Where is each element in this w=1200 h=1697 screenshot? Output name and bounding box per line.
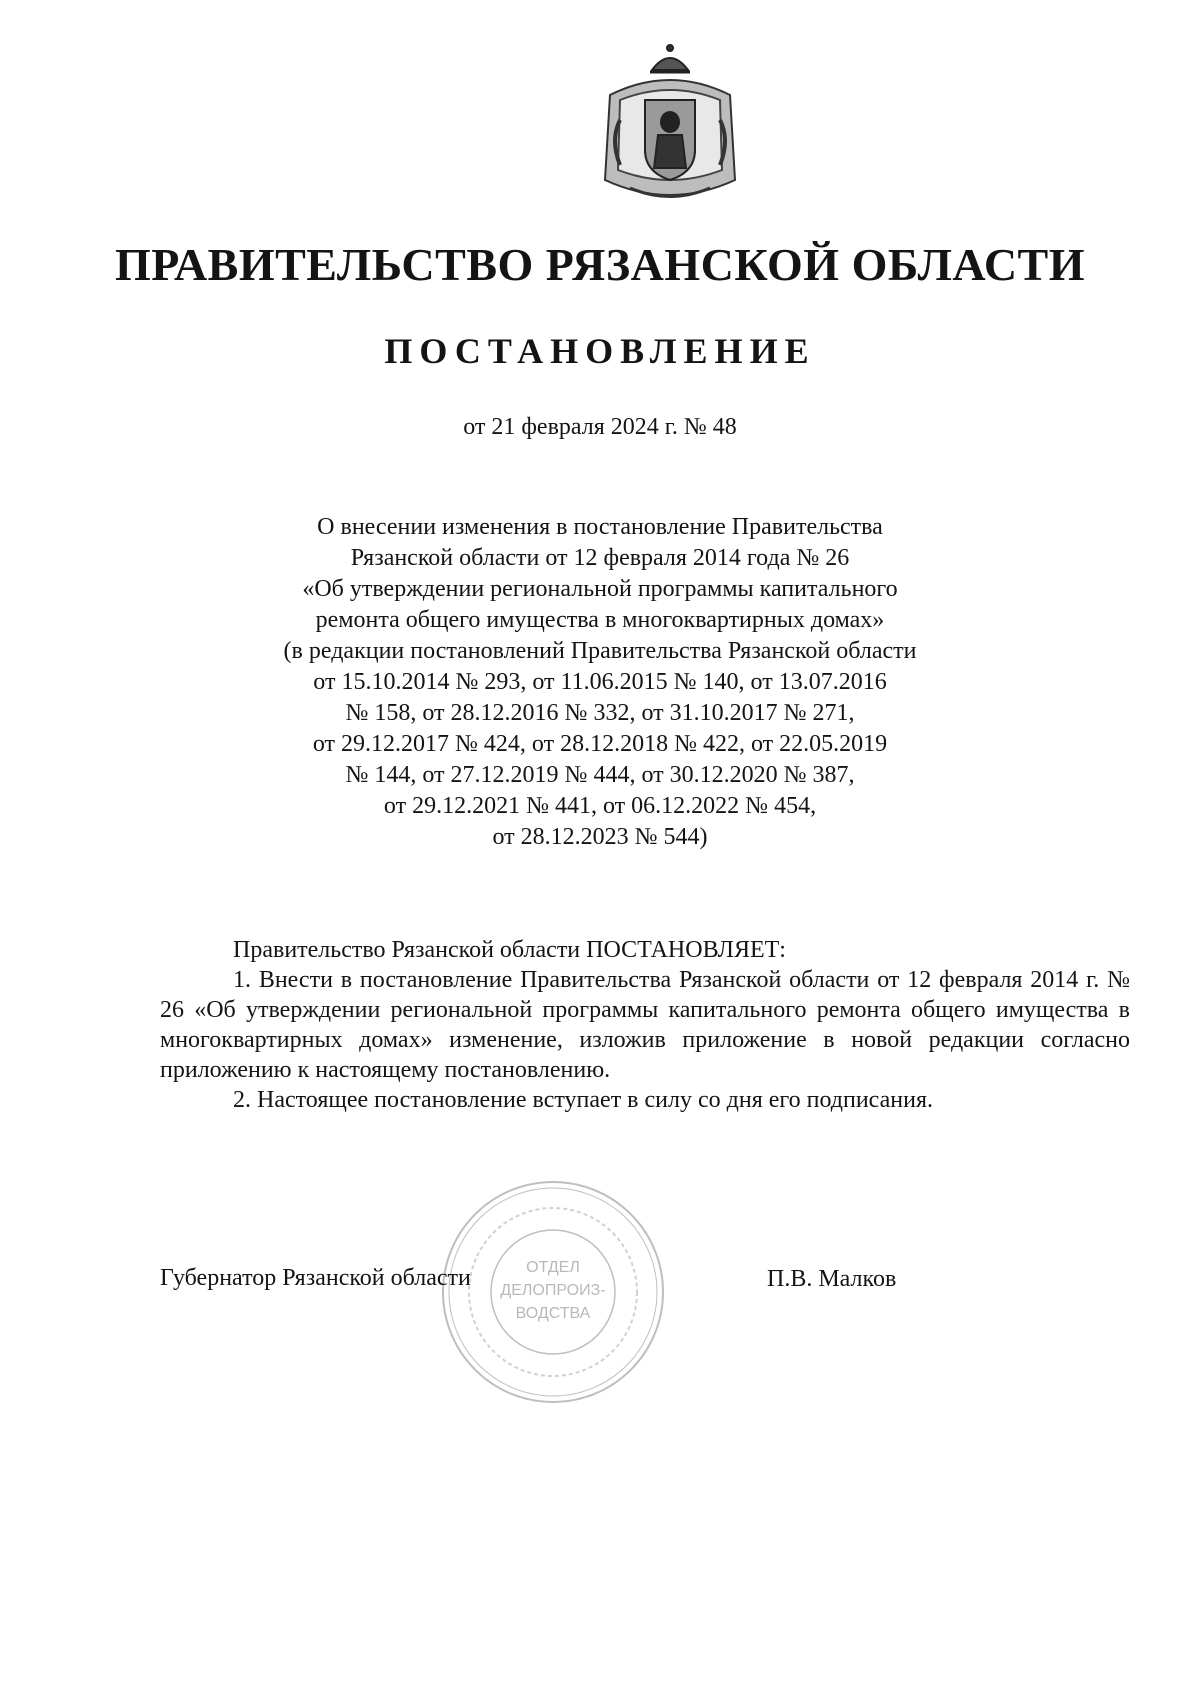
document-date-number: от 21 февраля 2024 г. № 48 [463, 414, 737, 440]
office-stamp [438, 1177, 668, 1407]
document-subject [150, 512, 1050, 853]
signature-position: Губернатор Рязанской области [160, 1265, 471, 1291]
subject-line: от 29.12.2021 № 441, от 06.12.2022 № 454, [383, 793, 817, 819]
coat-of-arms-emblem [590, 40, 750, 210]
signature-name: П.В. Малков [767, 1266, 897, 1292]
item-1-paragraph: 1. Внести в постановление Правительства Рязанской области от 12 февраля 2014 г. № 26 «Об утверждении региональной программы капитального ремонта общего имущества в многоквартирных домах» изменение, изложив приложение в новой редакции согласно приложению к настоящему постановлению. [160, 967, 1130, 1083]
subject-line: от 29.12.2017 № 424, от 28.12.2018 № 422, от 22.05.2019 [312, 731, 888, 757]
preamble-paragraph: Правительство Рязанской области ПОСТАНОВЛЯЕТ: [233, 937, 786, 963]
subject-line: от 28.12.2023 № 544) [492, 824, 708, 850]
document-body [160, 935, 1130, 1115]
subject-line: ремонта общего имущества в многоквартирных домах» [315, 607, 885, 633]
subject-line: О внесении изменения в постановление Правительства [317, 514, 883, 540]
stamp-text-line: ВОДСТВА [515, 1305, 591, 1322]
item-2-paragraph: 2. Настоящее постановление вступает в силу со дня его подписания. [233, 1087, 934, 1113]
subject-line: (в редакции постановлений Правительства Рязанской области [283, 638, 917, 664]
subject-line: № 144, от 27.12.2019 № 444, от 30.12.2020 № 387, [345, 762, 855, 788]
subject-line: Рязанской области от 12 февраля 2014 года № 26 [350, 545, 850, 571]
stamp-text-line: ДЕЛОПРОИЗ- [500, 1282, 606, 1299]
organization-title: ПРАВИТЕЛЬСТВО РЯЗАНСКОЙ ОБЛАСТИ [114, 239, 1086, 290]
subject-line: № 158, от 28.12.2016 № 332, от 31.10.2017 № 271, [345, 700, 855, 726]
document-type-heading: ПОСТАНОВЛЕНИЕ [384, 331, 816, 371]
subject-line: «Об утверждении региональной программы капитального [302, 576, 898, 602]
subject-line: от 15.10.2014 № 293, от 11.06.2015 № 140, от 13.07.2016 [313, 669, 887, 695]
stamp-text-line: ОТДЕЛ [526, 1259, 580, 1276]
